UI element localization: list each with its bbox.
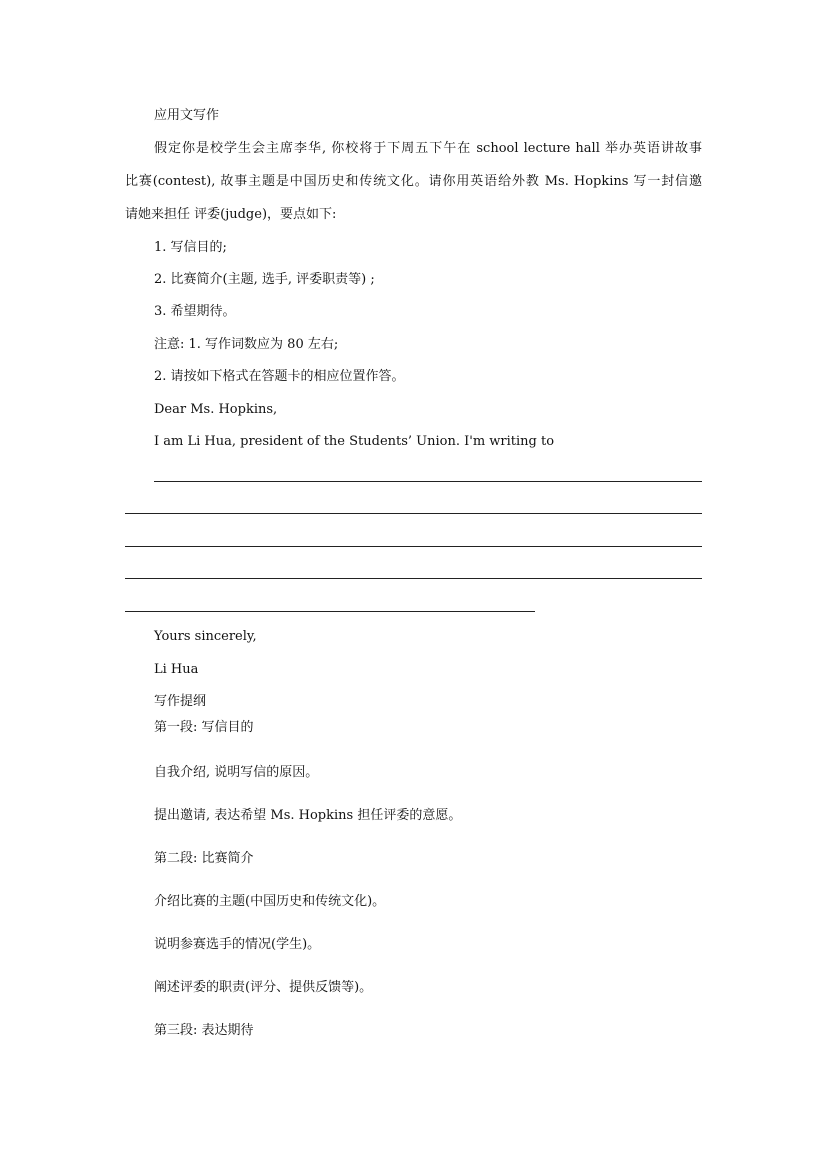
outline-para2-title: 第二段: 比赛简介: [154, 851, 254, 866]
point-1: 1. 写信目的;: [154, 240, 227, 255]
answer-line-3: [125, 546, 702, 547]
prompt-line-1: 假定你是校学生会主席李华, 你校将于下周五下午在 school lecture hall 举办英语讲故事: [154, 141, 702, 156]
outline-para3-title: 第三段: 表达期待: [154, 1023, 254, 1038]
point-3: 3. 希望期待。: [154, 304, 236, 319]
outline-para2-item-1: 介绍比赛的主题(中国历史和传统文化)。: [154, 894, 386, 909]
outline-para1-item-1: 自我介绍, 说明写信的原因。: [154, 765, 319, 780]
outline-para2-item-3: 阐述评委的职责(评分、提供反馈等)。: [154, 980, 373, 995]
prompt-line-2: 比赛(contest), 故事主题是中国历史和传统文化。请你用英语给外教 Ms. Hopkins 写一封信邀: [125, 174, 702, 189]
outline-para2-item-2: 说明参赛选手的情况(学生)。: [154, 937, 321, 952]
letter-greeting: Dear Ms. Hopkins,: [154, 402, 278, 417]
outline-para1-title: 第一段: 写信目的: [154, 720, 254, 735]
letter-closing: Yours sincerely,: [154, 629, 257, 644]
point-2: 2. 比赛简介(主题, 选手, 评委职责等) ;: [154, 272, 375, 287]
letter-signature: Li Hua: [154, 662, 199, 677]
outline-para1-item-2: 提出邀请, 表达希望 Ms. Hopkins 担任评委的意愿。: [154, 808, 462, 823]
note-1: 注意: 1. 写作词数应为 80 左右;: [154, 337, 339, 352]
section-title: 应用文写作: [154, 108, 220, 123]
answer-line-1: [154, 481, 702, 482]
outline-heading: 写作提纲: [154, 694, 207, 709]
answer-line-5: [125, 611, 535, 612]
answer-line-2: [125, 513, 702, 514]
prompt-line-3: 请她来担任 评委(judge)，要点如下:: [125, 207, 337, 222]
answer-line-4: [125, 578, 702, 579]
letter-opening: I am Li Hua, president of the Students’ Union. I'm writing to: [154, 434, 555, 449]
note-2: 2. 请按如下格式在答题卡的相应位置作答。: [154, 369, 405, 384]
